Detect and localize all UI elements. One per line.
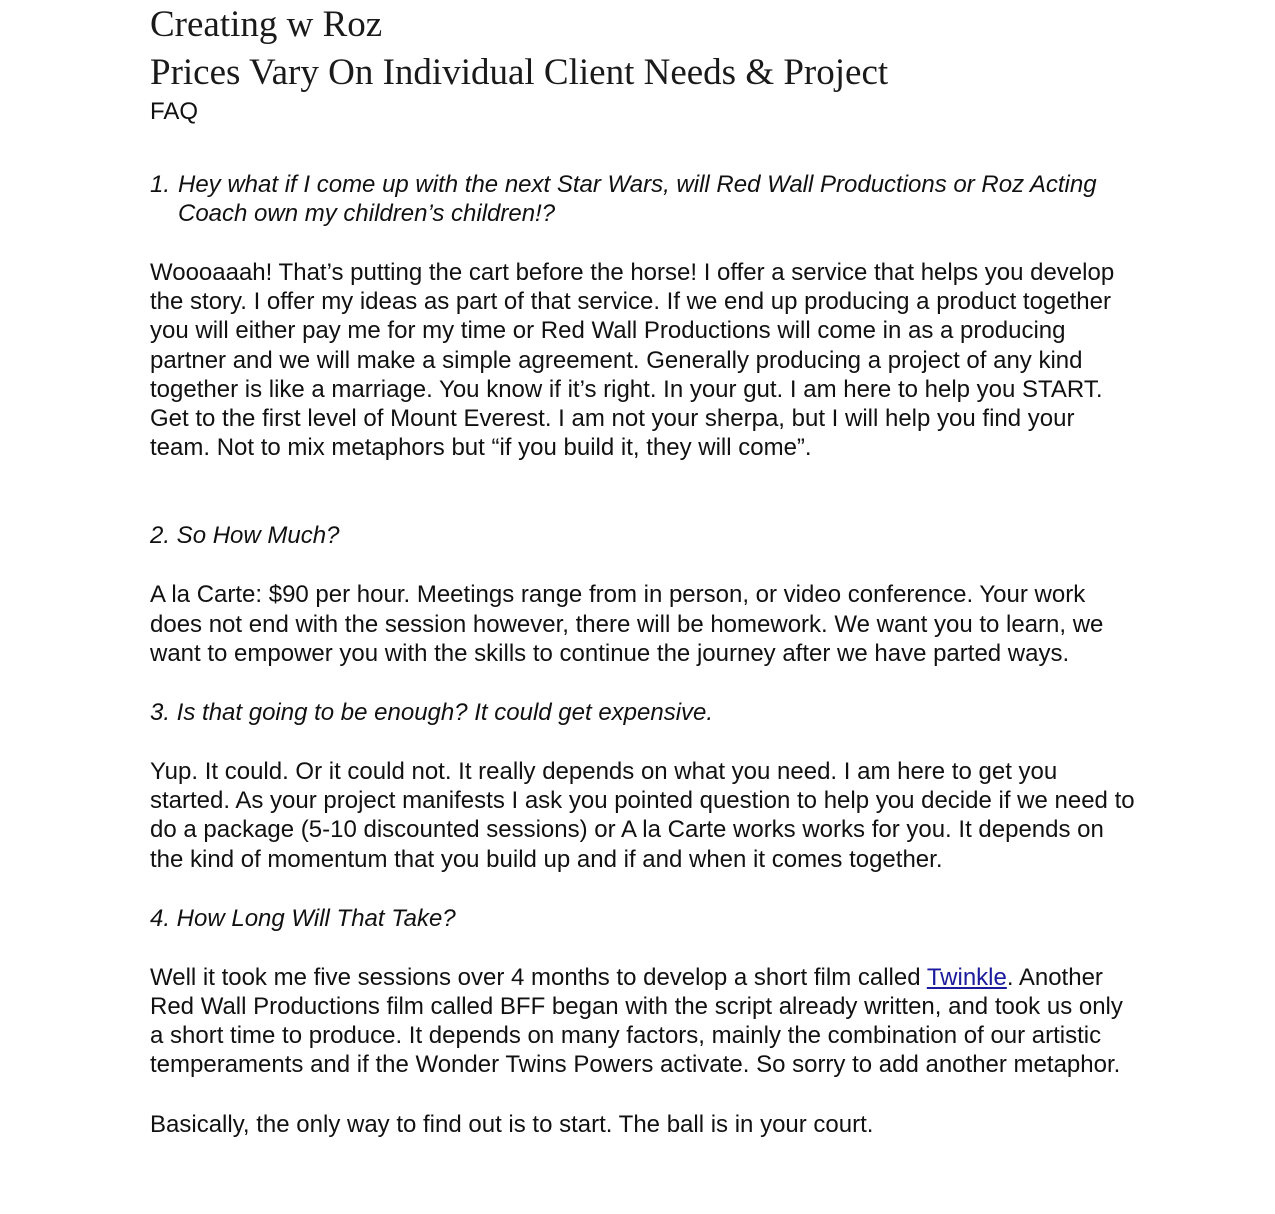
closing-paragraph: Basically, the only way to find out is to start. The ball is in your court.: [150, 1110, 874, 1138]
faq-question-1-text: Hey what if I come up with the next Star Wars, will Red Wall Productions or Roz Acting Coach own my children’s children!?: [178, 171, 1097, 227]
faq-question-4: 4. How Long Will That Take?: [150, 904, 456, 932]
page-subtitle: Prices Vary On Individual Client Needs & Project: [150, 52, 889, 93]
page-title: Creating w Roz: [150, 4, 383, 45]
faq-answer-4-text-before: Well it took me five sessions over 4 months to develop a short film called: [150, 963, 927, 991]
document-page: [150, 0, 1140, 1139]
faq-heading: FAQ: [150, 98, 199, 125]
faq-question-1-number: 1.: [150, 171, 171, 198]
faq-answer-4-text-after: . Another Red Wall Productions film called BFF began with the script already written, and took us only a short time to produce. It depends on many factors, mainly the combination of our artistic temperaments and if the Wonder Twins Powers activate. So sorry to add another metaphor.: [150, 963, 1123, 1079]
faq-question-3: 3. Is that going to be enough? It could get expensive.: [150, 699, 714, 727]
twinkle-link[interactable]: Twinkle: [926, 963, 1007, 991]
faq-question-2: 2. So How Much?: [150, 522, 340, 550]
faq-question-1: [150, 170, 1140, 228]
faq-answer-1: Woooaaah! That’s putting the cart before the horse! I offer a service that helps you develop the story. I offer my ideas as part of that service. If we end up producing a product together you will either pay me for my time or Red Wall Productions will come in as a producing partner and we will make a simple agreement. Generally producing a project of any kind together is like a marriage. You know if it’s right. In your gut. I am here to help you START. Get to the first level of Mount Everest. I am not your sherpa, but I will help you find your team. Not to mix metaphors but “if you build it, they will come”.: [150, 259, 1115, 462]
faq-answer-2: A la Carte: $90 per hour. Meetings range from in person, or video conference. Your work does not end with the session however, there will be homework. We want you to learn, we want to empower you with the skills to continue the journey after we have parted ways.: [150, 581, 1104, 667]
faq-answer-3: Yup. It could. Or it could not. It really depends on what you need. I am here to get you started. As your project manifests I ask you pointed question to help you decide if we need to do a package (5-10 discounted sessions) or A la Carte works works for you. It depends on the kind of momentum that you build up and if and when it comes together.: [150, 758, 1135, 873]
faq-answer-4: [150, 963, 1140, 1080]
